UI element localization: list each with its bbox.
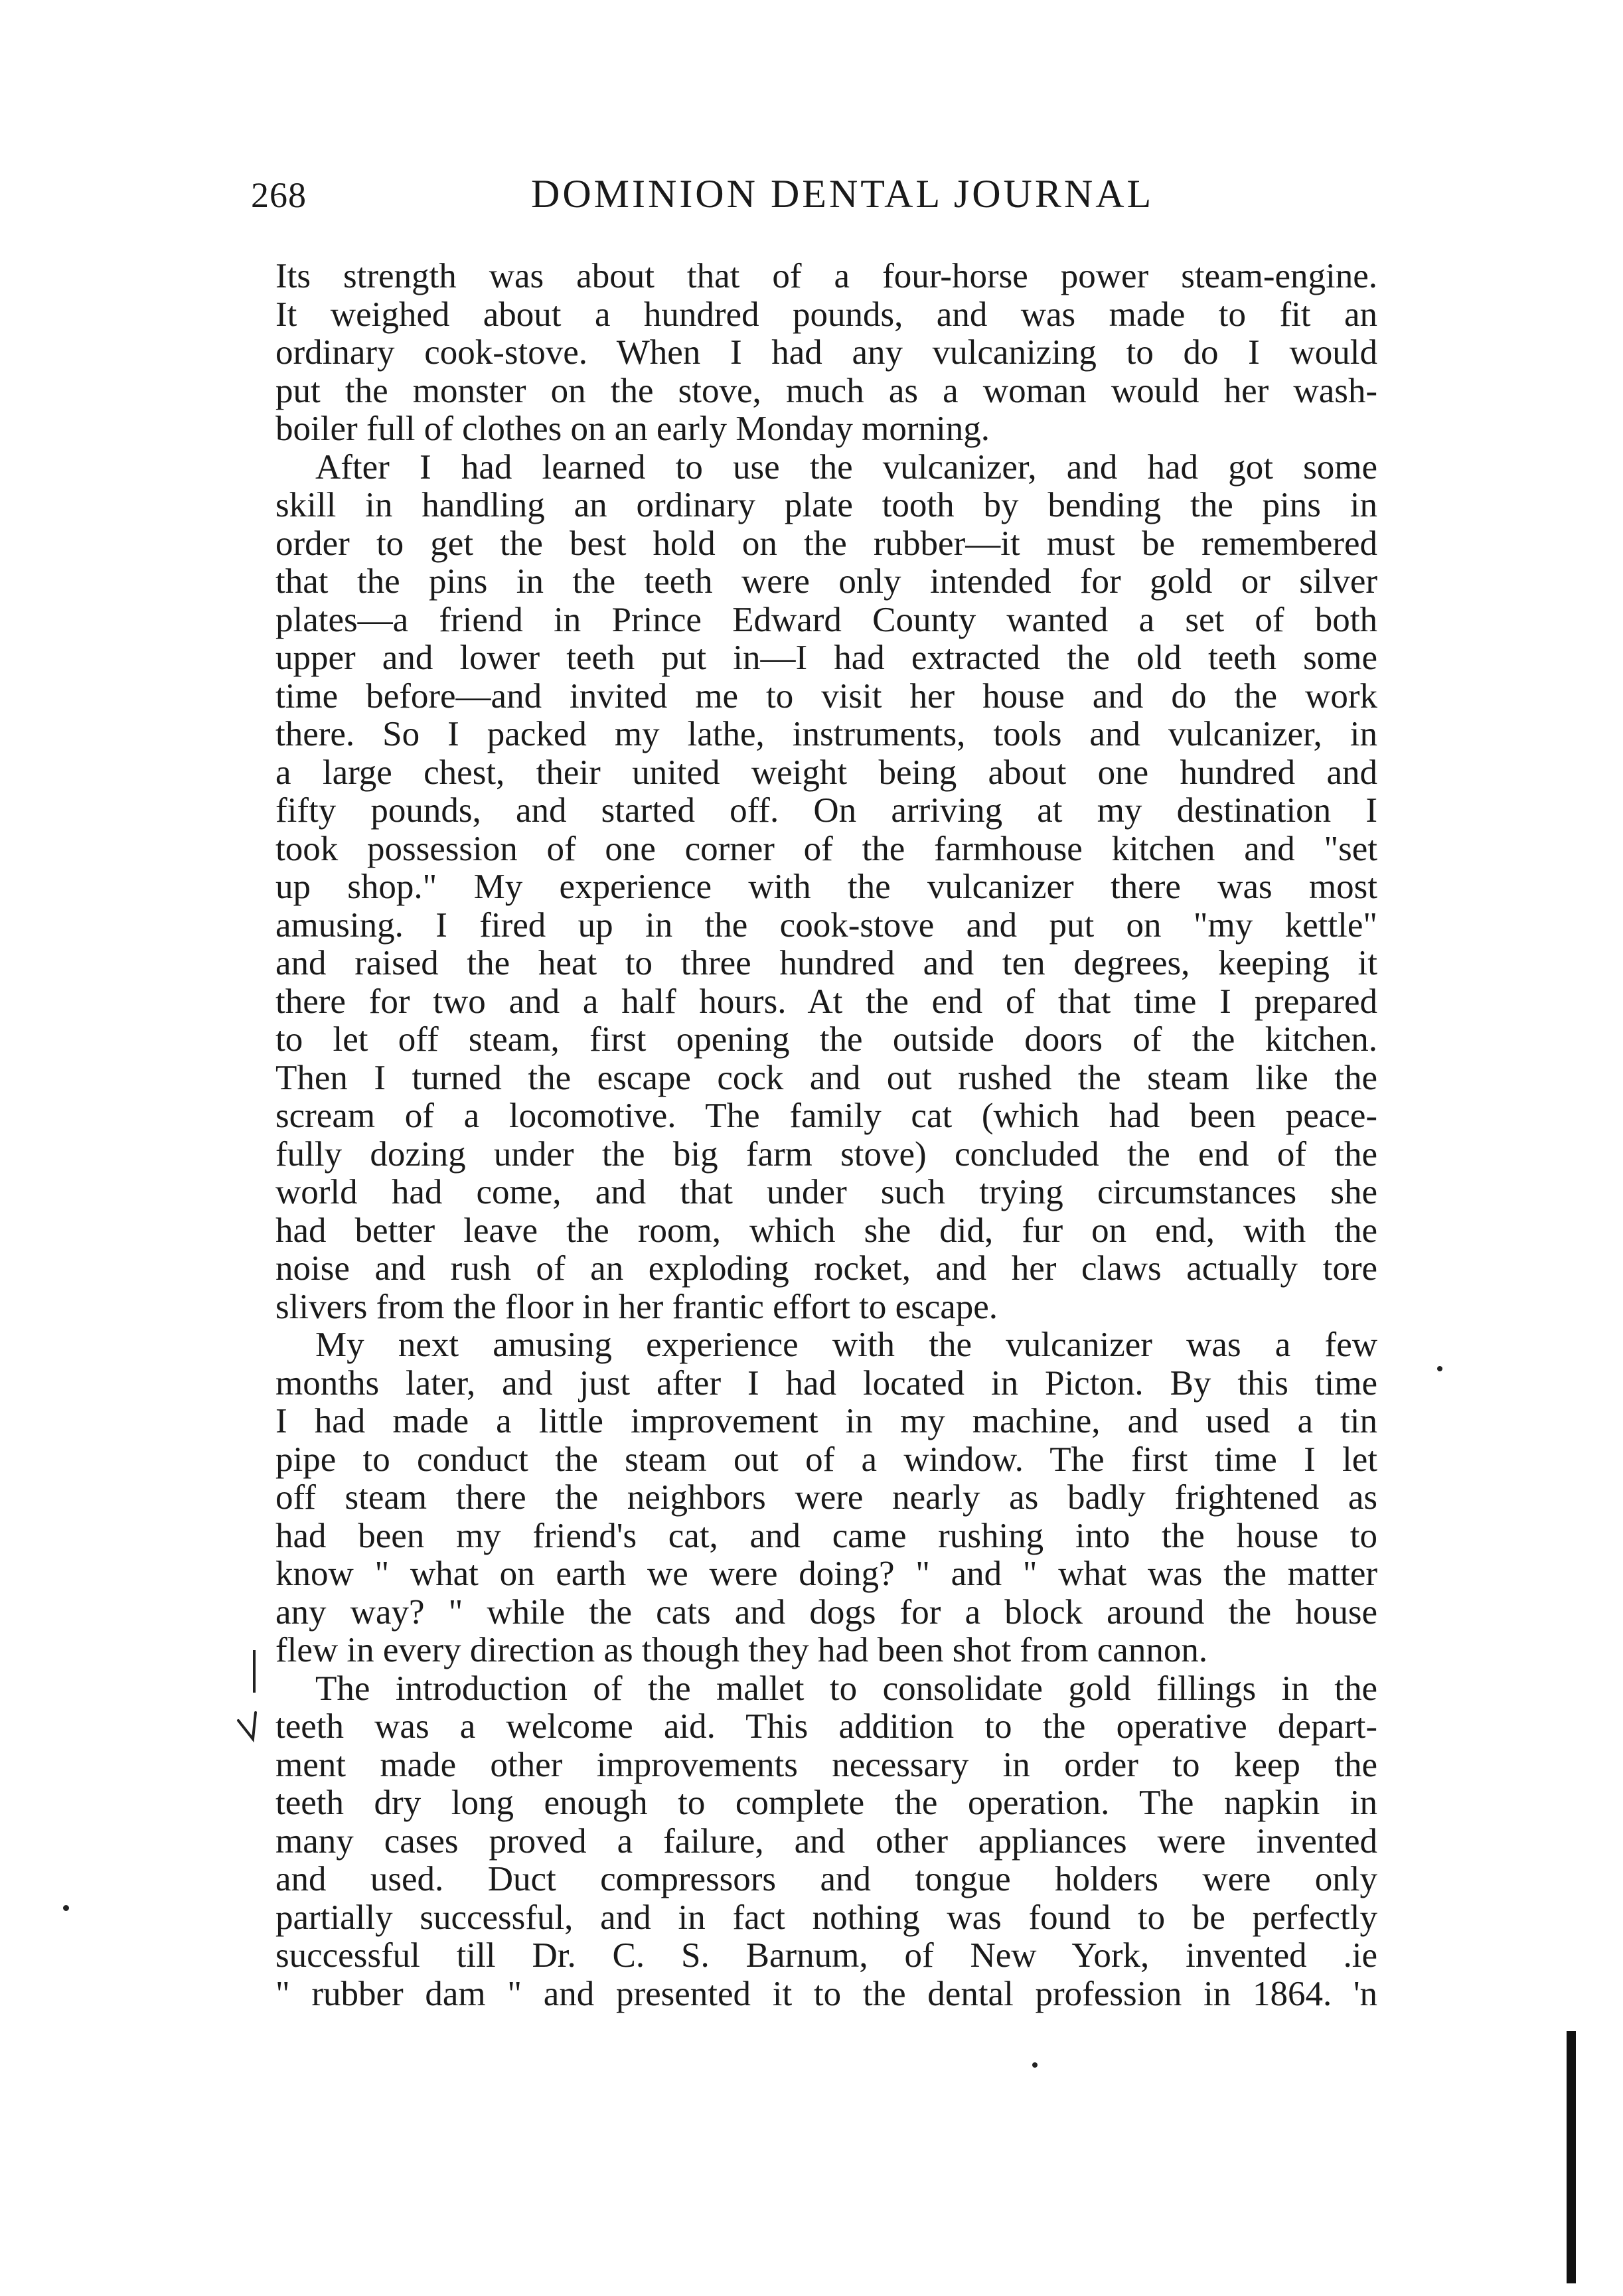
body-line: fully dozing under the big farm stove) concluded the end of the [275,1134,1377,1174]
body-line: teeth dry long enough to complete the operation. The napkin in [275,1784,1377,1822]
body-line: and used. Duct compressors and tongue holders were only [275,1860,1377,1898]
body-line: many cases proved a failure, and other appliances were invented [275,1821,1377,1861]
body-line: there for two and a half hours. At the end of that time I prepared [275,982,1377,1021]
scan-edge-bar [1567,2031,1576,2283]
body-line: Its strength was about that of a four-horse power steam-engine. [275,257,1377,295]
body-line: had been my friend's cat, and came rushing into the house to [275,1516,1377,1555]
body-line: noise and rush of an exploding rocket, and her claws actually tore [275,1249,1377,1288]
body-line: pipe to conduct the steam out of a window. The first time I let [275,1440,1377,1479]
handwritten-check-mark-icon [236,1646,275,1746]
body-line: there. So I packed my lathe, instruments, tools and vulcanizer, in [275,715,1377,753]
body-line: had better leave the room, which she did, fur on end, with the [275,1211,1377,1250]
body-line: successful till Dr. C. S. Barnum, of New York, invented .ie [275,1936,1377,1975]
body-line: ment made other improvements necessary in order to keep the [275,1745,1377,1784]
body-line: skill in handling an ordinary plate tooth by bending the pins in [275,486,1377,524]
scan-speck [1032,2062,1038,2068]
body-line: ordinary cook-stove. When I had any vulcanizing to do I would [275,333,1377,372]
body-line: any way? " while the cats and dogs for a block around the house [275,1592,1377,1632]
body-line: " rubber dam " and presented it to the dental profession in 1864. 'n [275,1974,1377,2013]
page-number: 268 [251,175,307,215]
body-line: slivers from the floor in her frantic effort to escape. [275,1287,998,1326]
body-line: It weighed about a hundred pounds, and was made to fit an [275,295,1377,334]
body-line: world had come, and that under such trying circumstances she [275,1173,1377,1211]
body-line: up shop." My experience with the vulcanizer there was most [275,868,1377,906]
body-line: put the monster on the stove, much as a woman would her wash- [275,371,1377,410]
paragraph-start-line: After I had learned to use the vulcanizer, and had got some [315,447,1377,487]
body-line: plates—a friend in Prince Edward County wanted a set of both [275,600,1377,639]
body-line: a large chest, their united weight being about one hundred and [275,753,1377,792]
body-line: teeth was a welcome aid. This addition to the operative depart- [275,1707,1377,1746]
body-line: fifty pounds, and started off. On arriving at my destination I [275,791,1377,830]
running-head: DOMINION DENTAL JOURNAL [531,172,1154,216]
scan-speck [63,1905,69,1911]
paragraph-start-line: My next amusing experience with the vulcanizer was a few [315,1326,1377,1364]
body-line: upper and lower teeth put in—I had extracted the old teeth some [275,639,1377,677]
body-line: amusing. I fired up in the cook-stove and put on "my kettle" [275,905,1377,945]
body-line: flew in every direction as though they had been shot from cannon. [275,1631,1208,1669]
body-line: time before—and invited me to visit her house and do the work [275,676,1377,716]
body-line: know " what on earth we were doing? " and " what was the matter [275,1555,1377,1593]
body-line: Then I turned the escape cock and out rushed the steam like the [275,1058,1377,1097]
scan-speck [1437,1366,1442,1371]
body-line: months later, and just after I had located in Picton. By this time [275,1363,1377,1403]
body-line: I had made a little improvement in my machine, and used a tin [275,1402,1377,1440]
body-line: and raised the heat to three hundred and ten degrees, keeping it [275,944,1377,982]
body-line: off steam there the neighbors were nearly as badly frightened as [275,1478,1377,1517]
body-line: order to get the best hold on the rubber—it must be remembered [275,524,1377,563]
article-body [275,258,1377,2013]
body-line: took possession of one corner of the farmhouse kitchen and "set [275,829,1377,868]
body-line: boiler full of clothes on an early Monday morning. [275,410,990,448]
body-line: to let off steam, first opening the outside doors of the kitchen. [275,1020,1377,1059]
paragraph-start-line: The introduction of the mallet to consolidate gold fillings in the [315,1669,1377,1708]
body-line: partially successful, and in fact nothing was found to be perfectly [275,1898,1377,1937]
body-line: that the pins in the teeth were only intended for gold or silver [275,562,1377,601]
body-line: scream of a locomotive. The family cat (which had been peace- [275,1097,1377,1135]
